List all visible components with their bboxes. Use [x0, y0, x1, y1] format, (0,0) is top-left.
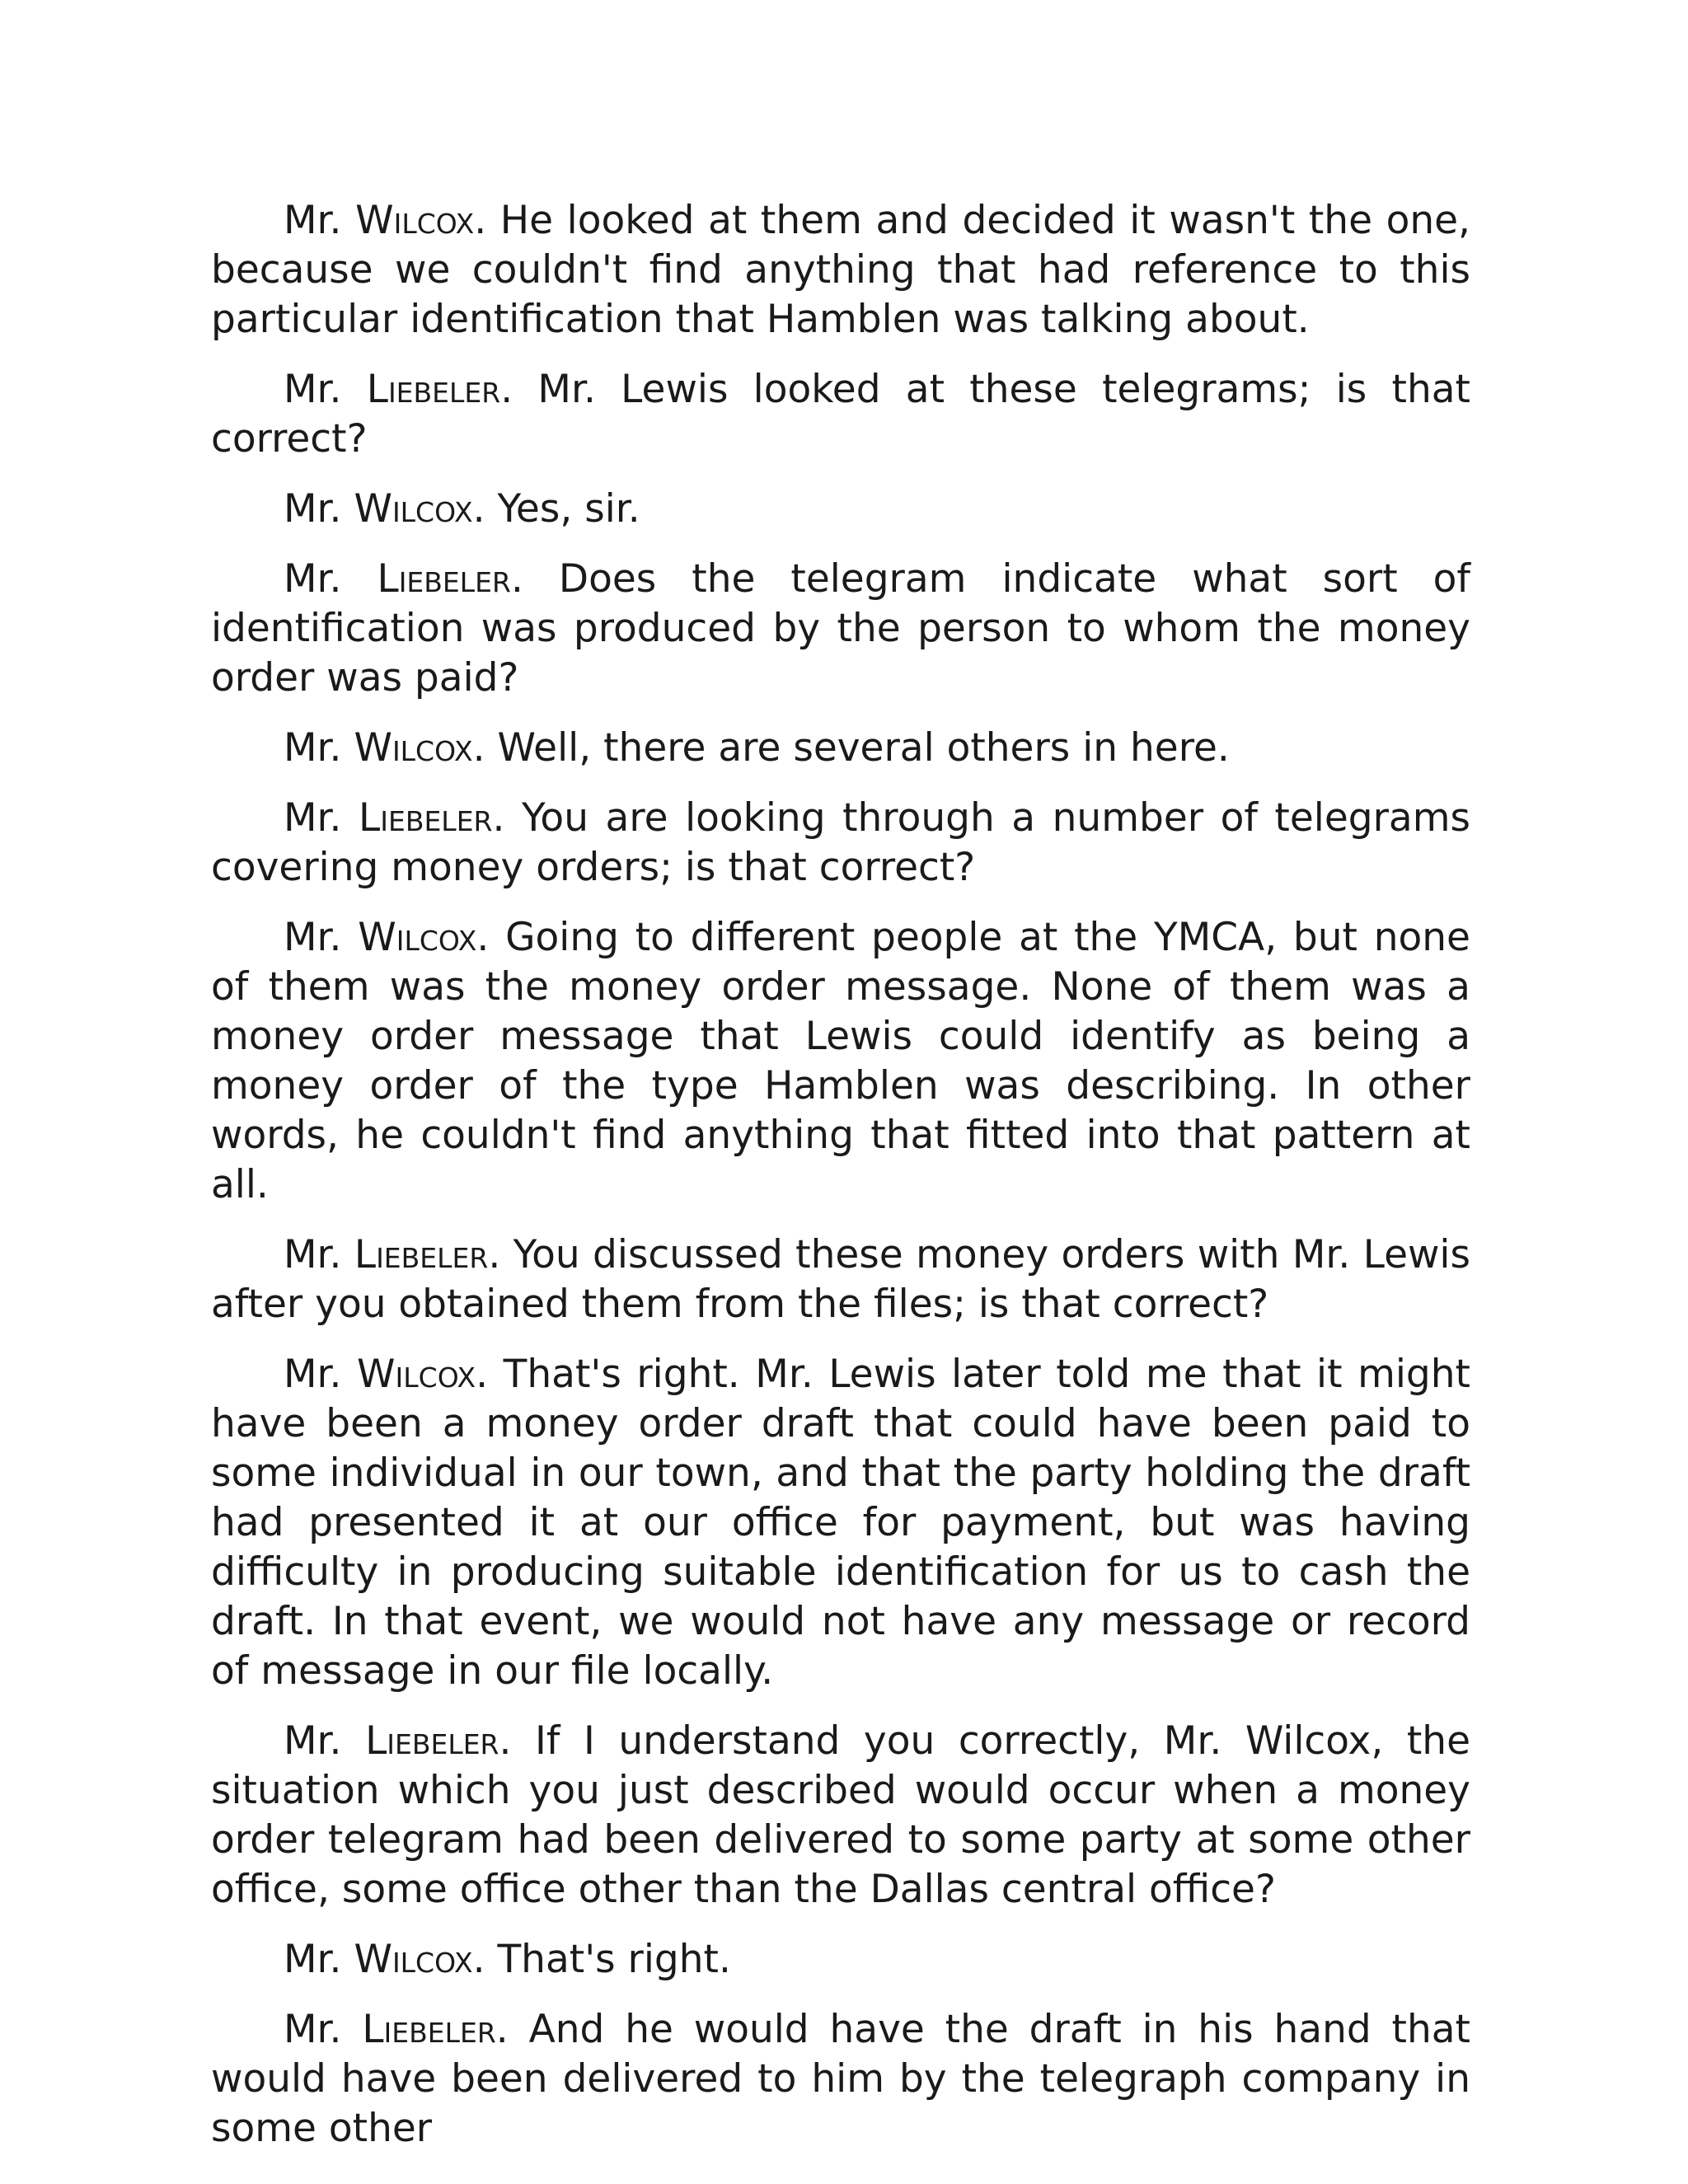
speaker-name: Liebeler	[354, 1232, 489, 1277]
paragraph-text: If I understand you correctly, Mr. Wilcox, the situation which you just described would occur when a money order telegram had been delivered to some party at some other office, some office other than the Dallas central office?	[211, 1718, 1470, 1912]
speaker-name: Liebeler	[377, 556, 511, 602]
paragraph-text: That's right.	[497, 1937, 731, 1982]
paragraph-text: Does the telegram indicate what sort of identification was produced by the person to whom the money order was paid?	[211, 556, 1470, 701]
transcript-paragraph: Mr. Wilcox. Going to different people at the YMCA, but none of them was the money order message. None of them was a money order message that Lewis could identify as being a money order of the type Hamblen was describing. In other words, he couldn't find anything that fitted into that pattern at all.	[211, 915, 1470, 1207]
speaker-title: Mr.	[284, 1937, 342, 1982]
speaker-title: Mr.	[284, 1352, 342, 1397]
speaker-name: Liebeler	[362, 2007, 496, 2052]
speaker-name: Liebeler	[365, 1718, 499, 1764]
speaker-name: Wilcox	[358, 915, 477, 960]
paragraph-text: You discussed these money orders with Mr. Lewis after you obtained them from the files; is that correct?	[211, 1232, 1470, 1327]
transcript-paragraph: Mr. Liebeler. And he would have the draft in his hand that would have been delivered to him by the telegraph company in some other	[211, 2007, 1470, 2151]
speaker-title: Mr.	[284, 486, 342, 532]
speaker-title: Mr.	[284, 1718, 342, 1764]
transcript-paragraph: Mr. Liebeler. Does the telegram indicate what sort of identification was produced by the person to whom the money order was paid?	[211, 556, 1470, 701]
speaker-title: Mr.	[284, 556, 342, 602]
paragraph-text: Well, there are several others in here.	[497, 725, 1230, 771]
speaker-title: Mr.	[284, 725, 342, 771]
speaker-title: Mr.	[284, 367, 342, 412]
speaker-name: Liebeler	[359, 795, 493, 841]
paragraph-text: And he would have the draft in his hand that would have been delivered to him by the telegraph company in some other	[211, 2007, 1470, 2151]
transcript-paragraph: Mr. Liebeler. Mr. Lewis looked at these telegrams; is that correct?	[211, 367, 1470, 462]
transcript-paragraph: Mr. Wilcox. He looked at them and decided it wasn't the one, because we couldn't find anything that had reference to this particular identification that Hamblen was talking about.	[211, 198, 1470, 342]
speaker-name: Wilcox	[355, 198, 475, 243]
speaker-name: Wilcox	[354, 486, 473, 532]
transcript-paragraph: Mr. Wilcox. That's right.	[284, 1937, 731, 1982]
speaker-title: Mr.	[284, 2007, 342, 2052]
paragraph-text: You are looking through a number of telegrams covering money orders; is that correct?	[211, 795, 1470, 890]
transcript-paragraph: Mr. Wilcox. Yes, sir.	[284, 486, 640, 532]
transcript-page	[211, 196, 1470, 2174]
paragraph-text: That's right. Mr. Lewis later told me that it might have been a money order draft that could have been paid to some individual in our town, and that the party holding the draft had presented it at our office for payment, but was having difficulty in producing suitable identification for us to cash the draft. In that event, we would not have any message or record of message in our file locally.	[211, 1352, 1470, 1694]
paragraph-text: He looked at them and decided it wasn't the one, because we couldn't find anything that had reference to this particular identification that Hamblen was talking about.	[211, 198, 1470, 342]
paragraph-text: Mr. Lewis looked at these telegrams; is that correct?	[211, 367, 1470, 462]
paragraph-text: Going to different people at the YMCA, but none of them was the money order message. None of them was a money order message that Lewis could identify as being a money order of the type Hamblen was describing. In other words, he couldn't find anything that fitted into that pattern at all.	[211, 915, 1470, 1207]
speaker-title: Mr.	[284, 795, 342, 841]
speaker-name: Wilcox	[354, 1937, 473, 1982]
speaker-name: Wilcox	[354, 725, 473, 771]
transcript-paragraph: Mr. Wilcox. That's right. Mr. Lewis later told me that it might have been a money order draft that could have been paid to some individual in our town, and that the party holding the draft had presented it at our office for payment, but was having difficulty in producing suitable identification for us to cash the draft. In that event, we would not have any message or record of message in our file locally.	[211, 1352, 1470, 1694]
transcript-paragraph: Mr. Wilcox. Well, there are several others in here.	[284, 725, 1230, 771]
paragraph-text: Yes, sir.	[497, 486, 640, 532]
transcript-paragraph: Mr. Liebeler. You are looking through a number of telegrams covering money orders; is that correct?	[211, 795, 1470, 890]
speaker-title: Mr.	[284, 198, 342, 243]
speaker-name: Wilcox	[357, 1352, 476, 1397]
speaker-name: Liebeler	[366, 367, 501, 412]
transcript-paragraph: Mr. Liebeler. If I understand you correctly, Mr. Wilcox, the situation which you just described would occur when a money order telegram had been delivered to some party at some other office, some office other than the Dallas central office?	[211, 1718, 1470, 1912]
transcript-paragraph: Mr. Liebeler. You discussed these money orders with Mr. Lewis after you obtained them from the files; is that correct?	[211, 1232, 1470, 1327]
speaker-title: Mr.	[284, 915, 342, 960]
speaker-title: Mr.	[284, 1232, 342, 1277]
